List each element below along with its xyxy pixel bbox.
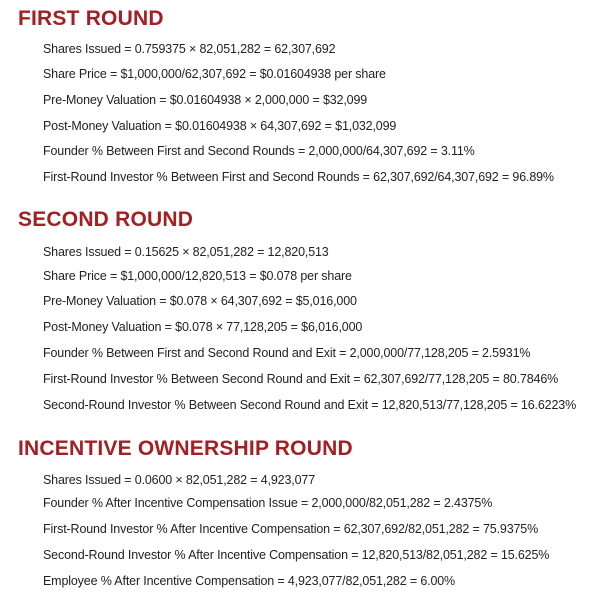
- second-round-pre-money-valuation: Pre-Money Valuation = $0.078 × 64,307,692 = $5,016,000: [43, 294, 357, 308]
- first-round-share-price: Share Price = $1,000,000/62,307,692 = $0.01604938 per share: [43, 67, 386, 81]
- first-round-founder-percent: Founder % Between First and Second Rounds = 2,000,000/64,307,692 = 3.11%: [43, 144, 475, 158]
- second-round-founder-percent: Founder % Between First and Second Round and Exit = 2,000,000/77,128,205 = 2.5931%: [43, 346, 531, 360]
- second-round-first-investor-percent: First-Round Investor % Between Second Round and Exit = 62,307,692/77,128,205 = 80.7846%: [43, 372, 559, 386]
- incentive-round-second-investor-percent: Second-Round Investor % After Incentive Compensation = 12,820,513/82,051,282 = 15.625%: [43, 548, 550, 562]
- incentive-round-shares-issued: Shares Issued = 0.0600 × 82,051,282 = 4,923,077: [43, 473, 315, 487]
- first-round-investor-percent: First-Round Investor % Between First and Second Rounds = 62,307,692/64,307,692 = 96.89%: [43, 170, 554, 184]
- first-round-pre-money-valuation: Pre-Money Valuation = $0.01604938 × 2,000,000 = $32,099: [43, 93, 368, 107]
- second-round-second-investor-percent: Second-Round Investor % Between Second Round and Exit = 12,820,513/77,128,205 = 16.6223%: [43, 398, 577, 412]
- second-round-shares-issued: Shares Issued = 0.15625 × 82,051,282 = 12,820,513: [43, 245, 329, 259]
- first-round-post-money-valuation: Post-Money Valuation = $0.01604938 × 64,307,692 = $1,032,099: [43, 119, 397, 133]
- first-round-heading: FIRST ROUND: [18, 7, 164, 30]
- second-round-post-money-valuation: Post-Money Valuation = $0.078 × 77,128,205 = $6,016,000: [43, 320, 363, 334]
- second-round-share-price: Share Price = $1,000,000/12,820,513 = $0.078 per share: [43, 269, 352, 283]
- incentive-round-heading: INCENTIVE OWNERSHIP ROUND: [18, 437, 353, 460]
- incentive-round-first-investor-percent: First-Round Investor % After Incentive Compensation = 62,307,692/82,051,282 = 75.9375%: [43, 522, 539, 536]
- incentive-round-founder-percent: Founder % After Incentive Compensation Issue = 2,000,000/82,051,282 = 2.4375%: [43, 496, 493, 510]
- second-round-heading: SECOND ROUND: [18, 208, 194, 231]
- incentive-round-employee-percent: Employee % After Incentive Compensation = 4,923,077/82,051,282 = 6.00%: [43, 574, 456, 588]
- first-round-shares-issued: Shares Issued = 0.759375 × 82,051,282 = 62,307,692: [43, 42, 336, 56]
